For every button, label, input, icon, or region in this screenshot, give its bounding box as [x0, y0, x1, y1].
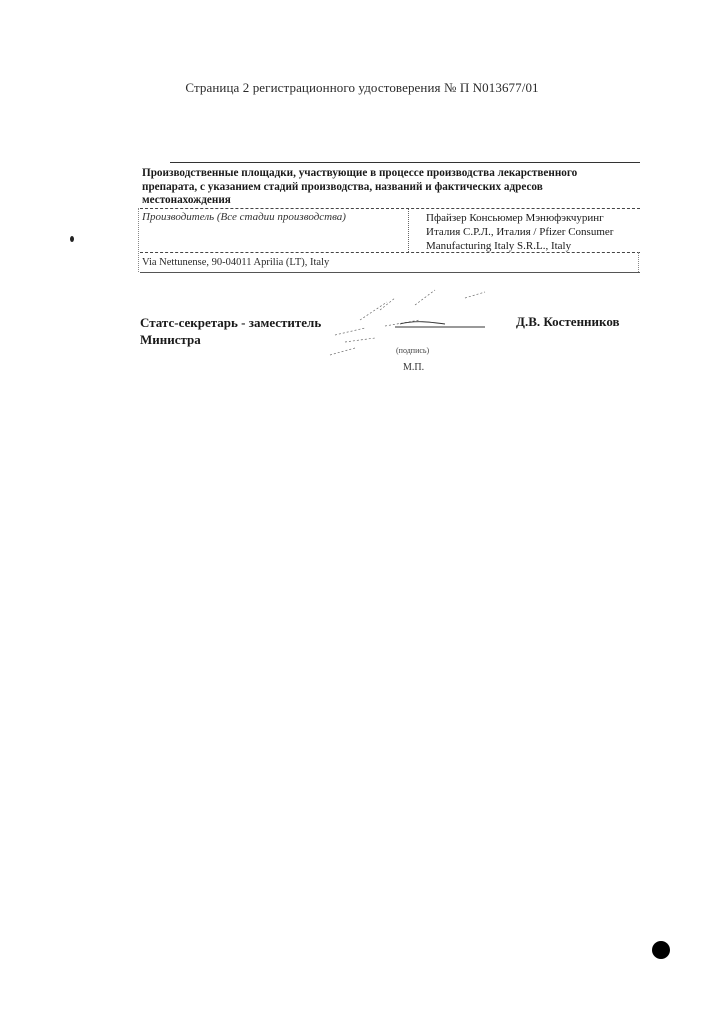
table-rule — [140, 252, 640, 253]
corner-scan-dot — [652, 941, 670, 959]
table-top-rule — [170, 162, 640, 163]
page-header: Страница 2 регистрационного удостоверения № П N013677/01 — [185, 80, 539, 95]
table-left-border — [138, 208, 139, 272]
margin-bullet-mark — [70, 236, 74, 242]
signature-caption: (подпись) — [396, 346, 430, 355]
signer-position: Статс-секретарь - заместитель Министра — [140, 315, 322, 347]
manufacturer-address-cell: Via Nettunense, 90-04011 Aprilia (LT), Italy — [142, 257, 330, 268]
manufacturer-role-cell: Производитель (Все стадии производства) — [142, 211, 346, 223]
table-bottom-rule — [140, 272, 640, 273]
table-column-divider — [408, 209, 409, 252]
table-right-border — [638, 252, 639, 272]
manufacturer-name-cell: Пфайзер Консьюмер Мэнюфэкчуринг Италия С.Р.Л., Италия / Pfizer Consumer Manufacturing Italy S.R.L., Italy — [426, 212, 614, 252]
signer-name: Д.В. Костенников — [516, 314, 620, 329]
table-rule — [140, 208, 640, 209]
stamp-place-label: М.П. — [403, 362, 425, 373]
production-sites-title: Производственные площадки, участвующие в процессе производства лекарственного препарата, с указанием стадий производства, названий и фактических адресов местонахождения — [142, 167, 578, 206]
